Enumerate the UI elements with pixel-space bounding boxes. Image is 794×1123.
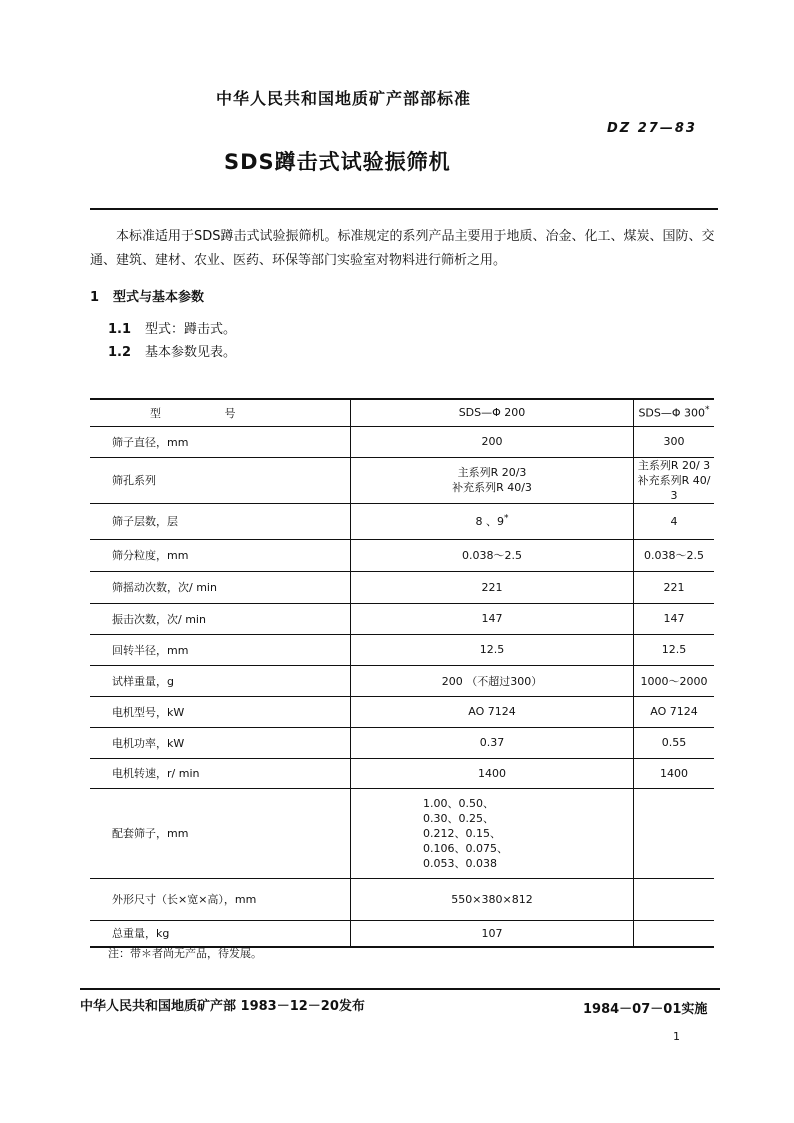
table-row xyxy=(90,634,714,665)
row-value-200: 221 xyxy=(351,571,634,603)
section-1-title: 型式与基本参数 xyxy=(113,290,205,305)
row-label: 总重量，kg xyxy=(90,920,351,947)
clause-1-1-number: 1.1 xyxy=(108,322,132,337)
table-row xyxy=(90,696,714,727)
table-row xyxy=(90,503,714,539)
row-label: 筛子层数，层 xyxy=(90,503,351,539)
table-row xyxy=(90,878,714,920)
row-value-200 xyxy=(351,503,634,539)
table-row xyxy=(90,920,714,947)
row-label: 筛子直径，mm xyxy=(90,426,351,457)
table-row xyxy=(90,457,714,503)
intro-paragraph xyxy=(90,225,718,273)
row-value-200: 107 xyxy=(351,920,634,947)
row-value-line: 0.106、0.075、 xyxy=(423,841,508,855)
row-value-200: 200 （不超过300） xyxy=(351,665,634,696)
section-1-heading xyxy=(90,286,204,305)
document-title: SDS蹲击式试验振筛机 xyxy=(224,150,451,174)
row-value-line: 0.30、0.25、 xyxy=(423,811,494,825)
row-value-300 xyxy=(634,920,715,947)
intro-text: 本标准适用于SDS蹲击式试验振筛机。标准规定的系列产品主要用于地质、冶金、化工、煤炭、国防、交通、建筑、建材、农业、医药、环保等部门实验室对物料进行筛析之用。 xyxy=(90,229,715,268)
table-row xyxy=(90,665,714,696)
header-col-300-text: SDS—Φ 300 xyxy=(638,407,706,421)
table-row xyxy=(90,426,714,457)
clause-1-1 xyxy=(108,318,236,337)
row-value-200: 12.5 xyxy=(351,634,634,665)
row-value-line: 0.212、0.15、 xyxy=(423,826,501,840)
row-label: 回转半径，mm xyxy=(90,634,351,665)
table-note: 注：带＊者尚无产品，待发展。 xyxy=(108,947,262,960)
row-value-line: 主系列R 20/ 3 xyxy=(637,458,711,472)
row-label: 试样重量，g xyxy=(90,665,351,696)
header-model-label xyxy=(90,399,351,426)
footer-rule xyxy=(80,988,720,990)
row-value-300: 1000～2000 xyxy=(634,665,715,696)
row-value-300: 4 xyxy=(634,503,715,539)
row-value-200: 200 xyxy=(351,426,634,457)
row-value-300 xyxy=(634,878,715,920)
row-value-200: AO 7124 xyxy=(351,696,634,727)
row-value-300: 147 xyxy=(634,603,715,634)
row-label: 外形尺寸（长×宽×高），mm xyxy=(90,878,351,920)
header-label-a: 型 xyxy=(150,406,161,420)
row-value-300 xyxy=(634,457,715,503)
row-label: 振击次数，次/ min xyxy=(90,603,351,634)
row-value-line: 0.053、0.038 xyxy=(423,856,497,870)
row-label: 电机型号，kW xyxy=(90,696,351,727)
row-value-text: 8 、9 xyxy=(475,515,504,528)
row-value-300 xyxy=(634,788,715,878)
top-rule xyxy=(90,208,718,210)
row-value-300: 300 xyxy=(634,426,715,457)
clause-1-2 xyxy=(108,341,236,360)
clause-1-1-text: 型式：蹲击式。 xyxy=(145,322,237,337)
table-row xyxy=(90,727,714,758)
row-value-200: 550×380×812 xyxy=(351,878,634,920)
header-col-200: SDS—Φ 200 xyxy=(351,399,634,426)
row-label: 筛分粒度，mm xyxy=(90,539,351,571)
issuer-heading: 中华人民共和国地质矿产部部标准 xyxy=(216,89,472,108)
row-label: 配套筛子，mm xyxy=(90,788,351,878)
row-label: 电机转速，r/ min xyxy=(90,758,351,788)
row-value-200: 0.37 xyxy=(351,727,634,758)
table-row xyxy=(90,571,714,603)
row-value-300: 1400 xyxy=(634,758,715,788)
row-value-line: 主系列R 20/3 xyxy=(457,466,527,479)
row-value-300: 0.038～2.5 xyxy=(634,539,715,571)
row-value-300: 0.55 xyxy=(634,727,715,758)
row-value-300: AO 7124 xyxy=(634,696,715,727)
row-value-200 xyxy=(351,788,634,878)
row-value-300: 221 xyxy=(634,571,715,603)
row-value-300: 12.5 xyxy=(634,634,715,665)
clause-1-2-number: 1.2 xyxy=(108,345,132,360)
row-value-200 xyxy=(351,457,634,503)
header-col-300 xyxy=(634,399,715,426)
row-value-200: 147 xyxy=(351,603,634,634)
header-col-300-mark: * xyxy=(705,405,710,416)
table-row xyxy=(90,539,714,571)
row-label: 筛孔系列 xyxy=(90,457,351,503)
section-1-number: 1 xyxy=(90,290,100,305)
row-value-line: 补充系列R 40/ 3 xyxy=(637,473,711,502)
standard-code: DZ 27—83 xyxy=(607,121,697,136)
issue-date: 中华人民共和国地质矿产部 1983－12－20发布 xyxy=(80,999,365,1014)
parameter-table xyxy=(90,398,714,948)
clause-1-2-text: 基本参数见表。 xyxy=(145,345,237,360)
page-number: 1 xyxy=(673,1030,680,1043)
row-value-200: 1400 xyxy=(351,758,634,788)
row-label: 电机功率，kW xyxy=(90,727,351,758)
table-row xyxy=(90,788,714,878)
row-value-mark: * xyxy=(504,513,509,524)
header-label-b: 号 xyxy=(224,406,236,420)
row-label: 筛摇动次数，次/ min xyxy=(90,571,351,603)
row-value-line: 1.00、0.50、 xyxy=(423,796,494,810)
table-row xyxy=(90,758,714,788)
table-row xyxy=(90,603,714,634)
table-header-row xyxy=(90,399,714,426)
effective-date: 1984－07－01实施 xyxy=(583,1002,708,1017)
row-value-200: 0.038～2.5 xyxy=(351,539,634,571)
row-value-line: 补充系列R 40/3 xyxy=(452,481,532,494)
